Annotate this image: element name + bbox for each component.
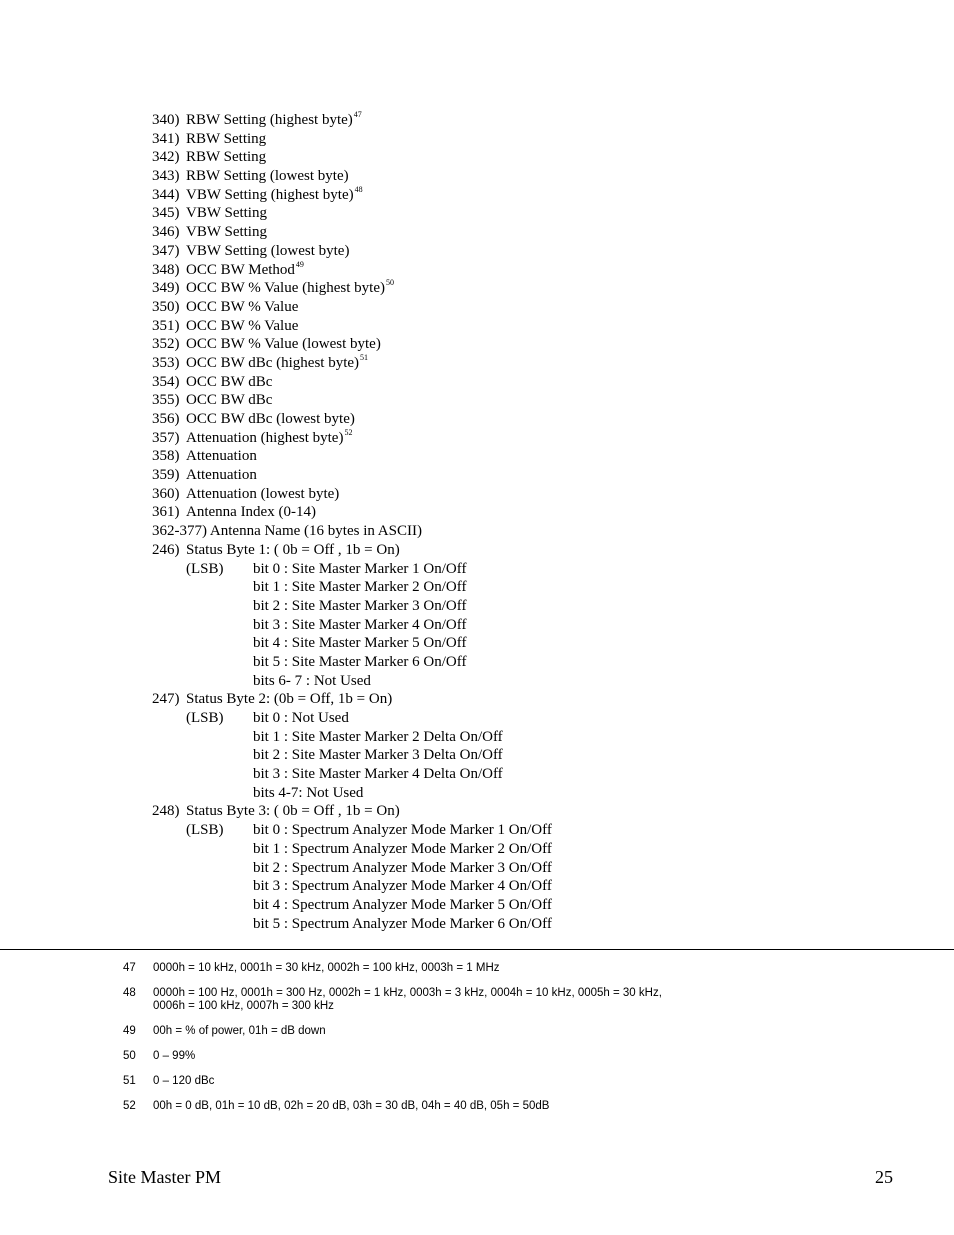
list-item (152, 821, 912, 840)
item-number: 351) (152, 317, 180, 334)
list-item (152, 840, 912, 859)
list-item (152, 391, 912, 410)
list-item (152, 522, 912, 541)
lsb-label: (LSB) (186, 710, 224, 726)
footnote-text: 00h = % of power, 01h = dB down (153, 1025, 326, 1037)
bit-description: bit 5 : Spectrum Analyzer Mode Marker 6 On/Off (253, 915, 552, 932)
list-item (152, 148, 912, 167)
footnote-number: 48 (123, 987, 136, 999)
footnote-number: 51 (123, 1075, 136, 1087)
register-list (152, 111, 912, 933)
item-text: Status Byte 1: ( 0b = Off , 1b = On) (186, 541, 400, 558)
item-text: Attenuation (lowest byte) (186, 485, 340, 502)
bit-description: bit 4 : Spectrum Analyzer Mode Marker 5 On/Off (253, 896, 552, 913)
item-text: Status Byte 2: (0b = Off, 1b = On) (186, 691, 393, 708)
item-text: Status Byte 3: ( 0b = Off , 1b = On) (186, 803, 400, 820)
list-item (152, 223, 912, 242)
bit-description: bit 2 : Site Master Marker 3 On/Off (253, 597, 467, 614)
footnote-ref: 47 (353, 110, 362, 119)
bit-description: bits 4-7: Not Used (253, 784, 364, 801)
footnote-ref: 49 (295, 259, 304, 269)
list-item (152, 373, 912, 392)
footnote (123, 1025, 923, 1038)
footnote-ref: 52 (344, 427, 353, 437)
item-text: VBW Setting (186, 205, 267, 222)
list-item (152, 298, 912, 317)
footnote (123, 1075, 923, 1088)
item-text: OCC BW Method (186, 261, 295, 278)
item-text: OCC BW % Value (186, 298, 299, 315)
bit-description: bit 3 : Site Master Marker 4 Delta On/Off (253, 766, 503, 783)
item-number: 346) (152, 224, 180, 241)
footnotes (123, 962, 923, 1125)
list-item (152, 410, 912, 429)
list-item (152, 204, 912, 223)
footnote-text: 0006h = 100 kHz, 0007h = 300 kHz (153, 1000, 334, 1012)
item-text: RBW Setting (highest byte) (186, 112, 353, 128)
item-number: 248) (152, 803, 180, 820)
footnote-ref: 50 (386, 278, 395, 288)
item-text: 362-377) Antenna Name (16 bytes in ASCII) (152, 523, 422, 540)
footnote-ref: 51 (360, 352, 369, 362)
list-item (152, 466, 912, 485)
footnote-text: 0000h = 100 Hz, 0001h = 300 Hz, 0002h = 1 kHz, 0003h = 3 kHz, 0004h = 10 kHz, 0005h = 30 kHz, (153, 987, 662, 999)
list-item (152, 728, 912, 747)
item-text: OCC BW dBc (186, 373, 273, 390)
item-text: OCC BW % Value (186, 317, 299, 334)
item-text: Attenuation (186, 467, 257, 484)
item-number: 359) (152, 467, 180, 484)
page-number: 25 (875, 1167, 893, 1187)
item-number: 341) (152, 130, 180, 147)
footer-title: Site Master PM (108, 1167, 222, 1187)
list-item (152, 485, 912, 504)
item-text: VBW Setting (186, 224, 267, 241)
footnote-text: 0 – 120 dBc (153, 1075, 215, 1087)
bit-description: bit 3 : Site Master Marker 4 On/Off (253, 616, 467, 633)
lsb-label: (LSB) (186, 822, 224, 839)
footnote-text: 0000h = 10 kHz, 0001h = 30 kHz, 0002h = 100 kHz, 0003h = 1 MHz (153, 962, 500, 974)
footnote-text: 0 – 99% (153, 1050, 196, 1062)
list-item (152, 597, 912, 616)
footnote (123, 1050, 923, 1063)
item-number: 344) (152, 186, 180, 203)
list-item (152, 896, 912, 915)
list-item (152, 709, 912, 728)
item-number: 350) (152, 298, 180, 315)
bit-description: bit 3 : Spectrum Analyzer Mode Marker 4 On/Off (253, 878, 552, 895)
footnote-number: 52 (123, 1100, 136, 1112)
item-text: Antenna Index (0-14) (186, 504, 316, 521)
item-text: Attenuation (186, 448, 257, 465)
footnote-number: 50 (123, 1050, 136, 1062)
item-number: 340) (152, 112, 180, 128)
item-number: 349) (152, 280, 180, 297)
list-item (152, 503, 912, 522)
bit-description: bit 0 : Site Master Marker 1 On/Off (253, 560, 467, 577)
item-number: 355) (152, 392, 180, 409)
list-item (152, 690, 912, 709)
list-item (152, 261, 912, 280)
list-item (152, 279, 912, 298)
item-text: OCC BW % Value (highest byte) (186, 280, 386, 297)
list-item (152, 877, 912, 896)
footnote-number: 47 (123, 962, 136, 974)
list-item (152, 317, 912, 336)
bit-description: bit 0 : Not Used (253, 710, 349, 726)
list-item (152, 560, 912, 579)
list-item (152, 802, 912, 821)
list-item (152, 335, 912, 354)
list-item (152, 242, 912, 261)
footnote (123, 1100, 923, 1113)
item-text: RBW Setting (186, 149, 267, 166)
item-number: 342) (152, 149, 180, 166)
item-number: 345) (152, 205, 180, 222)
list-item (152, 541, 912, 560)
footnote-text: 00h = 0 dB, 01h = 10 dB, 02h = 20 dB, 03h = 30 dB, 04h = 40 dB, 05h = 50dB (153, 1100, 550, 1112)
footnote-number: 49 (123, 1025, 136, 1037)
item-number: 353) (152, 354, 180, 371)
list-item (152, 186, 912, 205)
item-text: OCC BW dBc (lowest byte) (186, 411, 355, 427)
list-item (152, 859, 912, 878)
item-number: 348) (152, 261, 180, 278)
list-item (152, 915, 912, 934)
bit-description: bit 2 : Spectrum Analyzer Mode Marker 3 On/Off (253, 859, 552, 876)
item-number: 343) (152, 168, 180, 185)
list-item (152, 167, 912, 186)
list-item (152, 672, 912, 691)
list-item (152, 634, 912, 653)
bit-description: bit 0 : Spectrum Analyzer Mode Marker 1 On/Off (253, 822, 552, 839)
list-item (152, 130, 912, 149)
list-item (152, 429, 912, 448)
item-text: OCC BW % Value (lowest byte) (186, 336, 381, 353)
item-number: 360) (152, 485, 180, 502)
bit-description: bits 6- 7 : Not Used (253, 672, 371, 689)
list-item (152, 447, 912, 466)
list-item (152, 784, 912, 803)
footnote-ref: 48 (354, 184, 363, 194)
item-number: 354) (152, 373, 180, 390)
footnote (123, 962, 923, 975)
item-text: VBW Setting (lowest byte) (186, 242, 350, 259)
item-number: 347) (152, 242, 180, 259)
item-number: 247) (152, 691, 180, 708)
item-text: RBW Setting (186, 130, 267, 147)
list-item (152, 653, 912, 672)
list-item (152, 354, 912, 373)
item-number: 352) (152, 336, 180, 353)
bit-description: bit 4 : Site Master Marker 5 On/Off (253, 635, 467, 652)
item-number: 246) (152, 541, 180, 558)
item-number: 358) (152, 448, 180, 465)
bit-description: bit 5 : Site Master Marker 6 On/Off (253, 653, 467, 670)
item-text: VBW Setting (highest byte) (186, 186, 354, 203)
bit-description: bit 1 : Site Master Marker 2 Delta On/Off (253, 728, 503, 745)
list-item (152, 578, 912, 597)
list-item (152, 765, 912, 784)
list-item (152, 616, 912, 635)
item-number: 361) (152, 504, 180, 521)
item-text: OCC BW dBc (highest byte) (186, 354, 360, 371)
footnote-divider (0, 949, 954, 950)
list-item (152, 746, 912, 765)
item-number: 357) (152, 429, 180, 446)
footnote (123, 987, 923, 1013)
list-item (152, 111, 912, 130)
lsb-label: (LSB) (186, 560, 224, 577)
bit-description: bit 2 : Site Master Marker 3 Delta On/Off (253, 747, 503, 764)
item-text: OCC BW dBc (186, 392, 273, 409)
item-text: RBW Setting (lowest byte) (186, 168, 349, 185)
item-text: Attenuation (highest byte) (186, 429, 344, 446)
item-number: 356) (152, 411, 180, 427)
bit-description: bit 1 : Site Master Marker 2 On/Off (253, 579, 467, 596)
bit-description: bit 1 : Spectrum Analyzer Mode Marker 2 On/Off (253, 840, 552, 857)
